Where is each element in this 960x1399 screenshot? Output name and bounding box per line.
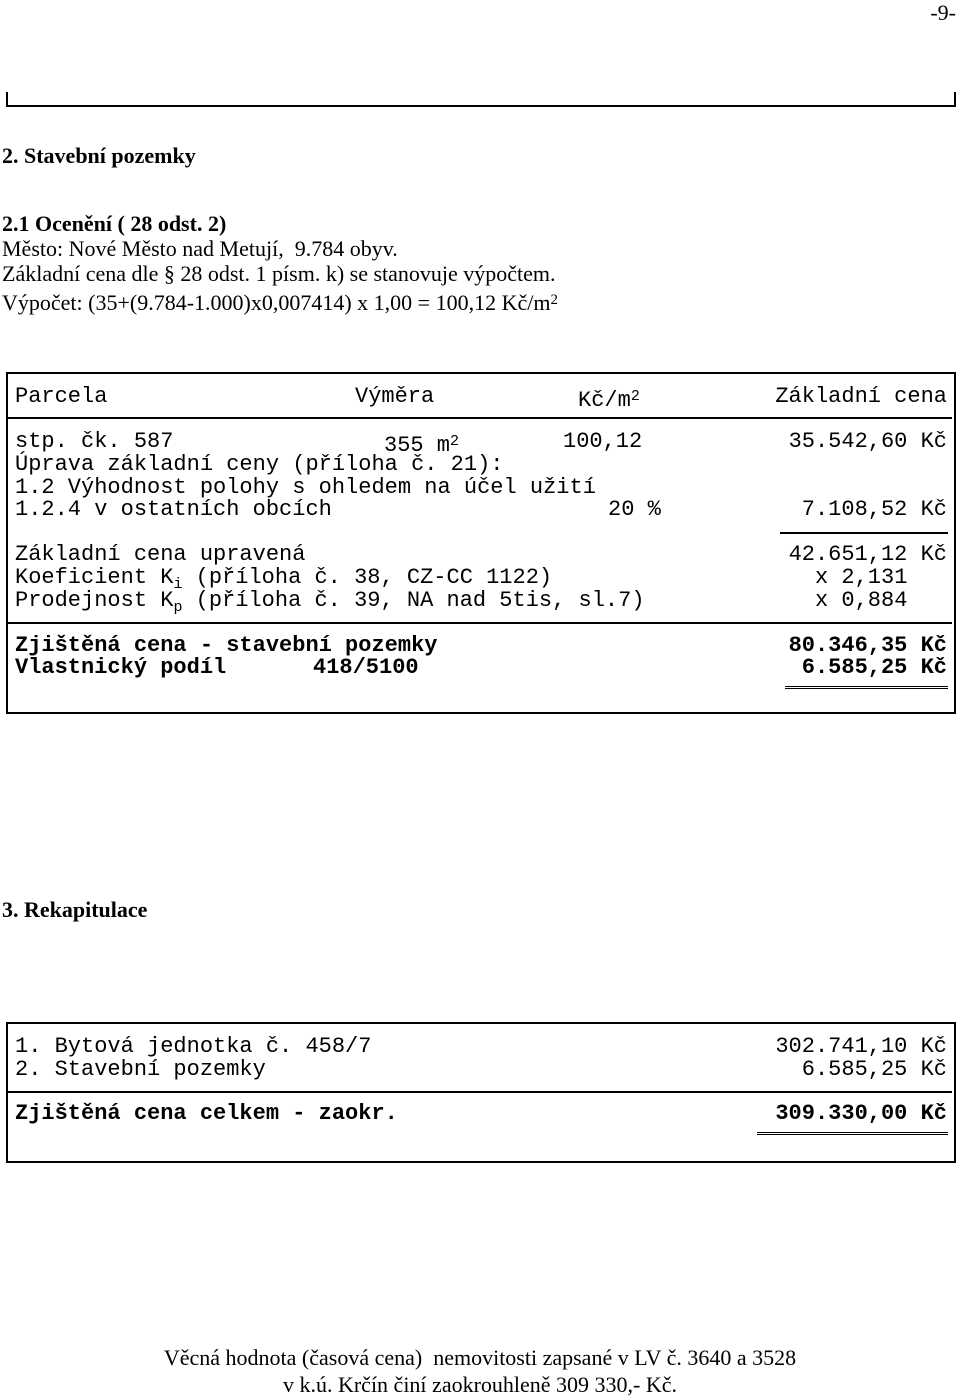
row-vymera-text: 355 m [384, 433, 451, 458]
calculation-text: Výpočet: (35+(9.784-1.000)x0,007414) x 1,00 = 100,12 Kč/m [2, 290, 551, 315]
city-line: Město: Nové Město nad Metují, 9.784 obyv. [2, 236, 398, 261]
recap-item-2-value: 6.585,25 Kč [801, 1057, 947, 1082]
kp-text-rest: (příloha č. 39, NA nad 5tis, sl.7) [182, 588, 645, 613]
podil-fraction: 418/5100 [313, 655, 419, 680]
recap-separator [8, 1091, 952, 1093]
obec-percent: 20 % [608, 497, 661, 522]
recap-total-double-underline [757, 1130, 948, 1135]
ki-text-rest: (příloha č. 38, CZ-CC 1122) [182, 565, 553, 590]
podil-double-underline [785, 684, 948, 689]
ki-value: x 2,131 [815, 565, 908, 590]
footer-line-1: Věcná hodnota (časová cena) nemovitosti zapsané v LV č. 3640 a 3528 [163, 1345, 797, 1370]
col-header-kc-m2-text: Kč/m [578, 388, 631, 413]
col-header-kc-m2 [578, 385, 640, 412]
section-2-title: 2. Stavební pozemky [2, 143, 196, 168]
recap-total-value: 309.330,00 Kč [775, 1101, 947, 1126]
base-price-line: Základní cena dle § 28 odst. 1 písm. k) se stanovuje výpočtem. [2, 261, 556, 286]
row-zakladni-cena: 35.542,60 Kč [788, 429, 947, 454]
recap-total-label: Zjištěná cena celkem - zaokr. [15, 1101, 398, 1126]
header-rule-left-tick [6, 92, 8, 106]
result-separator [8, 622, 952, 624]
subtotal-rule [780, 532, 948, 534]
recap-item-2-label: 2. Stavební pozemky [15, 1057, 266, 1082]
podil-label: Vlastnický podíl [15, 655, 227, 680]
page-number: -9- [930, 0, 956, 25]
vyhodnost-label: 1.2 Výhodnost polohy s ohledem na účel užití [15, 475, 596, 500]
zjistena-value: 80.346,35 Kč [788, 633, 947, 658]
row-parcela: stp. čk. 587 [15, 429, 174, 454]
upravena-value: 42.651,12 Kč [788, 542, 947, 567]
col-header-zakladni-cena: Základní cena [775, 384, 947, 409]
col-header-kc-m2-sup: 2 [630, 388, 640, 405]
upravena-label: Základní cena upravená [15, 542, 306, 567]
section-2-1-subtitle: 2.1 Ocenění ( 28 odst. 2) [2, 211, 227, 236]
section-3-title: 3. Rekapitulace [2, 897, 148, 922]
row-kc-m2: 100,12 [563, 429, 643, 454]
obec-label: 1.2.4 v ostatních obcích [15, 497, 332, 522]
kp-text: Prodejnost K [15, 588, 174, 613]
kp-sub: p [173, 599, 183, 616]
kp-label [15, 589, 645, 619]
col-header-parcela: Parcela [15, 384, 108, 409]
row-vymera-sup: 2 [450, 433, 460, 450]
kp-value: x 0,884 [815, 588, 908, 613]
header-separator [8, 417, 952, 419]
col-header-vymera: Výměra [355, 384, 435, 409]
recap-item-1-value: 302.741,10 Kč [775, 1034, 947, 1059]
header-rule-right-tick [954, 92, 956, 106]
podil-value: 6.585,25 Kč [801, 655, 947, 680]
uprava-label: Úprava základní ceny (příloha č. 21): [15, 452, 504, 477]
ki-text: Koeficient K [15, 565, 174, 590]
obec-value: 7.108,52 Kč [801, 497, 947, 522]
calculation-line [2, 287, 558, 316]
footer-line-2: v k.ú. Krčín činí zaokrouhleně 309 330,- Kč. [282, 1372, 678, 1397]
ki-sub: i [173, 576, 183, 593]
calculation-unit-sup: 2 [550, 292, 558, 308]
zjistena-label: Zjištěná cena - stavební pozemky [15, 633, 438, 658]
recap-item-1-label: 1. Bytová jednotka č. 458/7 [15, 1034, 372, 1059]
header-rule [6, 105, 956, 107]
